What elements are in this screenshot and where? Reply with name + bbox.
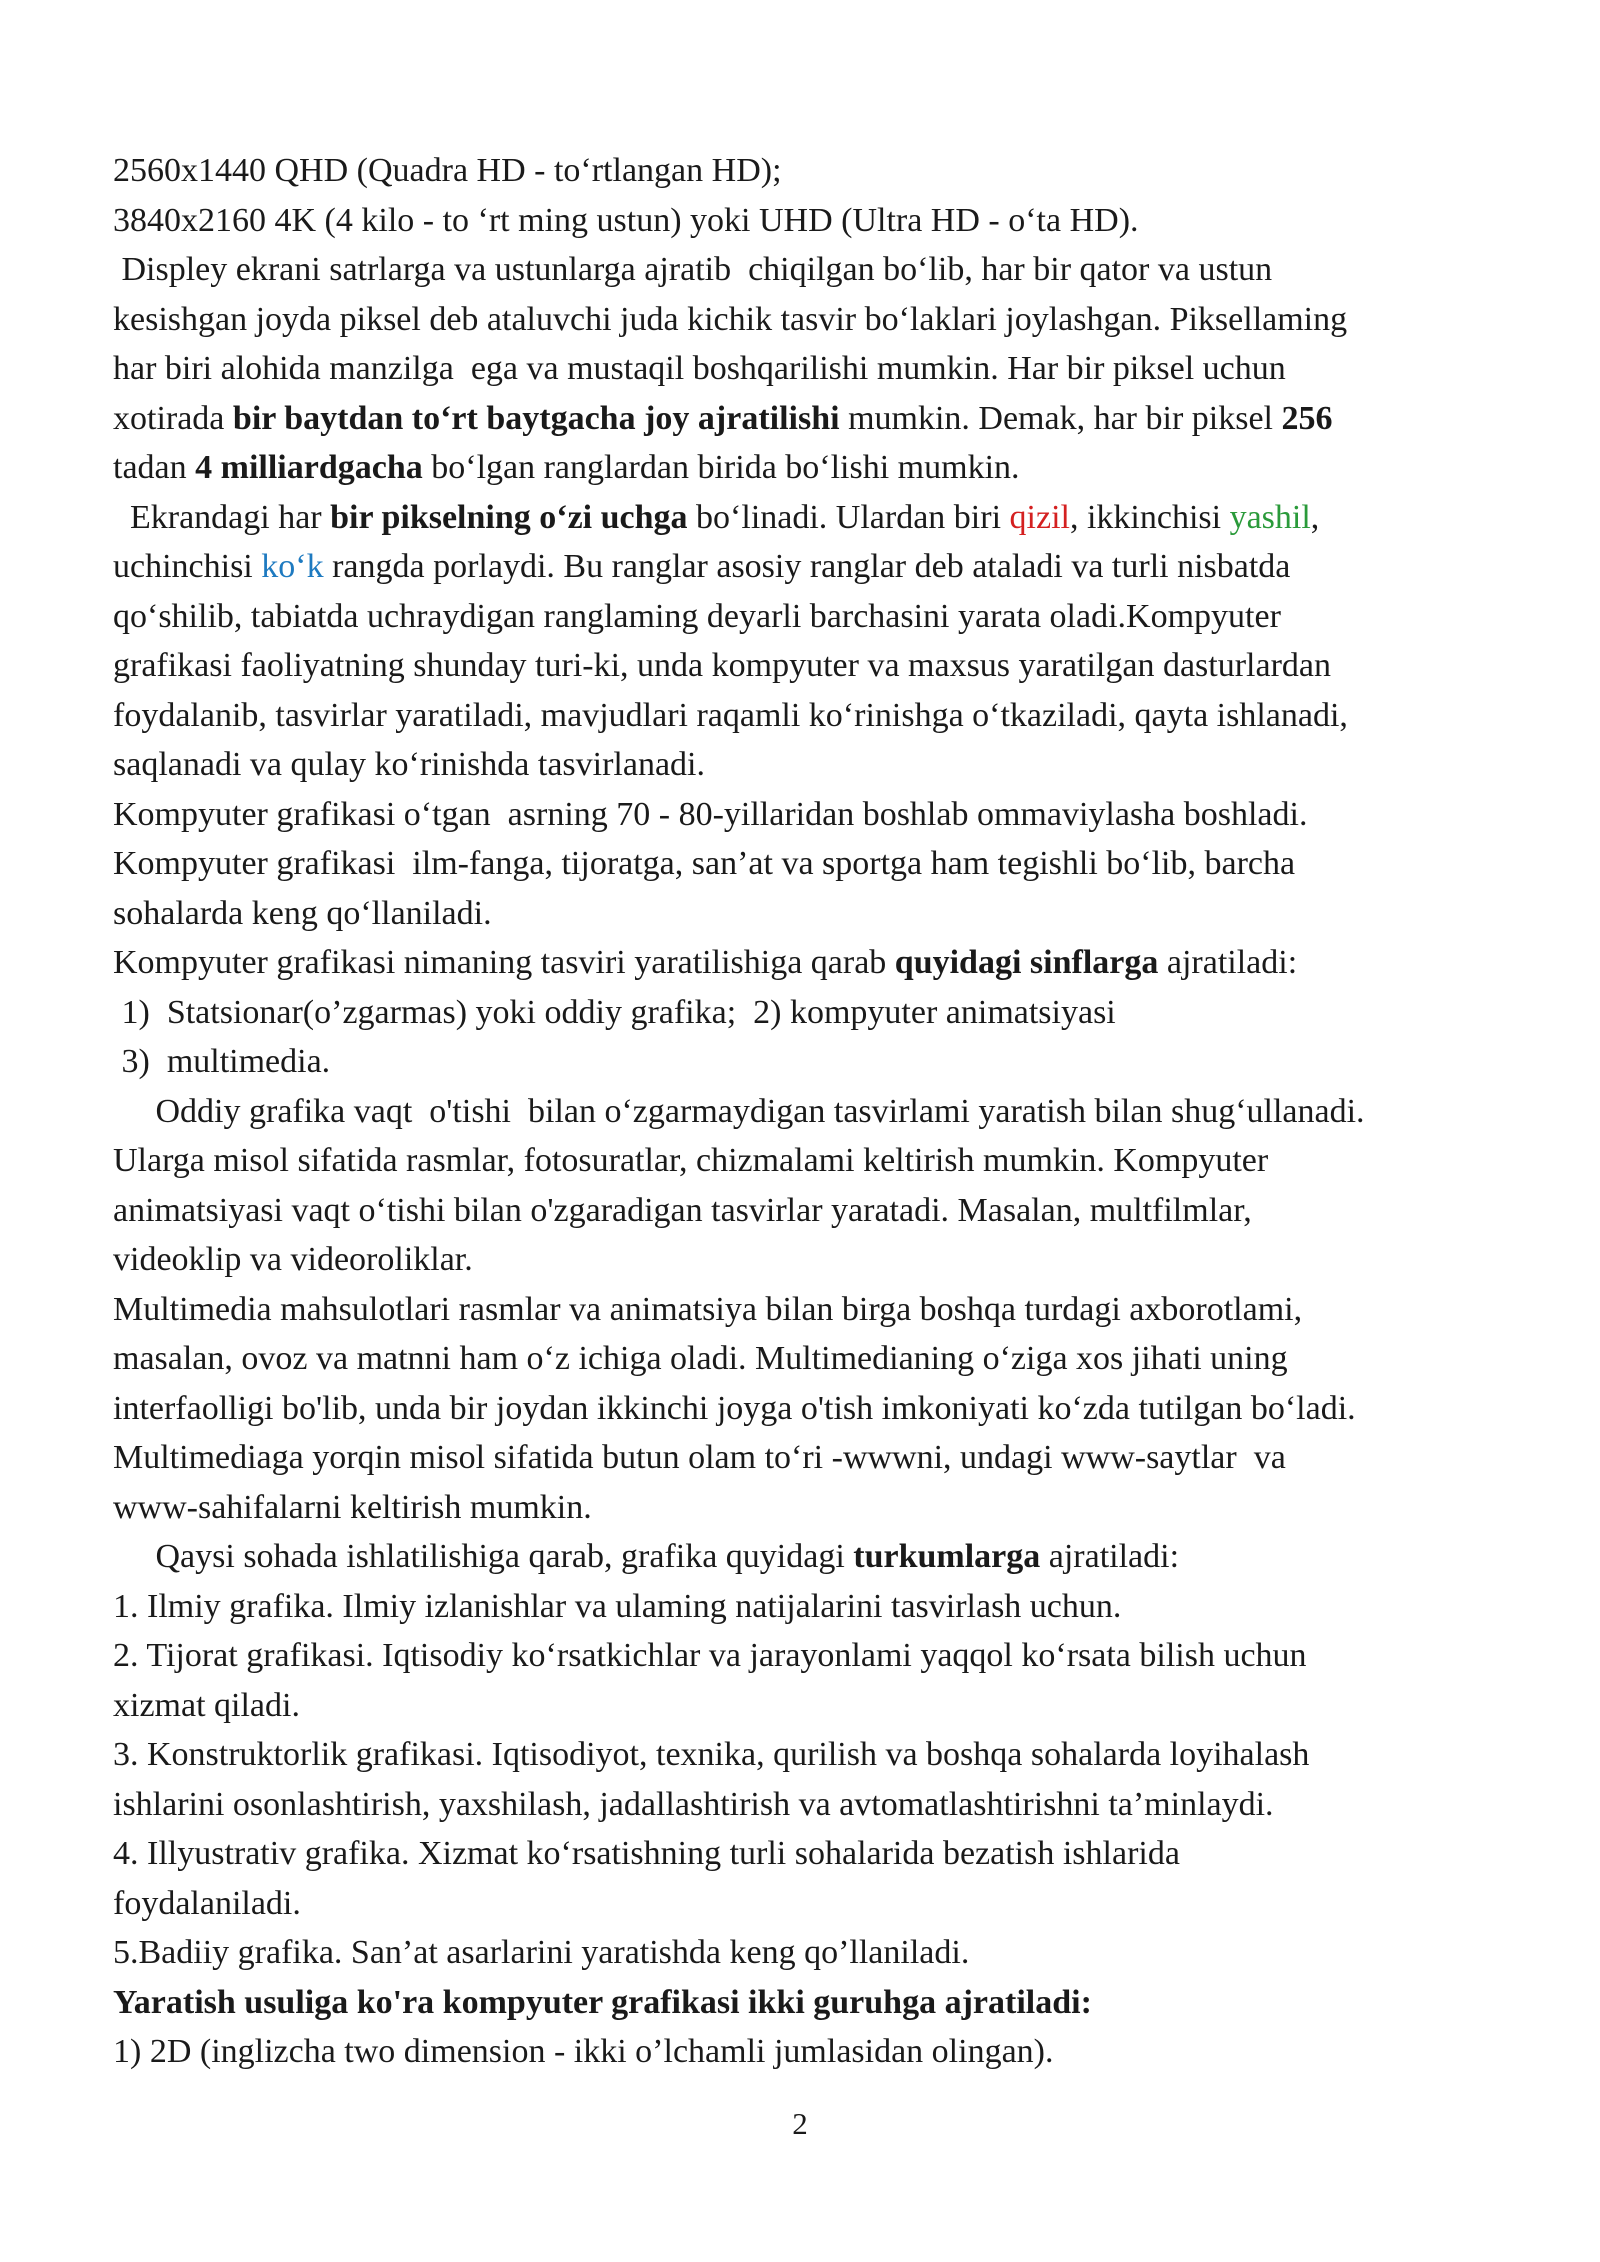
line-display-5-segment: tadan [113,449,196,486]
line-classes-intro-segment: quyidagi sinflarga [894,944,1159,981]
line-pixel-1-segment: Ekrandagi har [113,498,331,536]
line-pixel-2-segment: uchinchisi [113,548,262,585]
line-simple-4-segment: videoklip va videoroliklar. [113,1241,473,1278]
line-multimedia-4-segment: Multimediaga yorqin misol sifatida butun olam to‘ri -wwwni, undagi www-saytlar va [113,1439,1286,1476]
line-pixel-3 [113,592,1513,642]
line-resolution-qhd-segment: 2560x1440 QHD (Quadra HD - to‘rtlangan HD); [113,152,782,189]
line-pixel-4 [113,641,1513,691]
line-multimedia-2 [113,1334,1513,1384]
line-resolution-4k-segment: 3840x2160 4K (4 kilo - to ‘rt ming ustun) yoki UHD (Ultra HD - o‘ta HD). [113,201,1139,239]
line-history-1-segment: Kompyuter grafikasi o‘tgan asrning 70 - 80-yillaridan boshlab ommaviylasha boshladi. [113,795,1308,833]
line-category-5-segment: 5.Badiiy grafika. San’at asarlarini yaratishda keng qo’llaniladi. [113,1934,970,1971]
line-display-2 [113,295,1513,345]
line-groups-heading-segment: Yaratish usuliga ko'ra kompyuter grafikasi ikki guruhga ajratiladi: [113,1983,1092,2021]
line-pixel-3-segment: qo‘shilib, tabiatda uchraydigan ranglaming deyarli barchasini yarata oladi.Kompyuter [113,597,1281,635]
line-groups-2d [113,2027,1513,2077]
line-history-2 [113,839,1513,889]
line-categories-intro [113,1532,1513,1582]
line-simple-1 [113,1087,1513,1137]
line-multimedia-3-segment: interfaolligi bo'lib, unda bir joydan ikkinchi joyga o'tish imkoniyati ko‘zda tutilgan bo‘ladi. [113,1389,1356,1427]
line-pixel-5-segment: foydalanib, tasvirlar yaratiladi, mavjudlari raqamli ko‘rinishga o‘tkaziladi, qayta ishlanadi, [113,696,1348,734]
line-category-2a-segment: 2. Tijorat grafikasi. Iqtisodiy ko‘rsatkichlar va jarayonlami yaqqol ko‘rsata bilish uchun [113,1637,1307,1674]
line-display-2-segment: kesishgan joyda piksel deb ataluvchi juda kichik tasvir bo‘laklari joylashgan. Piksellaming [113,300,1348,338]
line-category-3b [113,1780,1513,1830]
line-category-4a [113,1829,1513,1879]
line-history-3 [113,889,1513,939]
line-classes-intro [113,938,1513,988]
line-resolution-4k [113,196,1513,246]
page-body-text [113,146,1513,2077]
line-pixel-1-segment: yashil [1229,498,1311,536]
line-display-3 [113,344,1513,394]
line-multimedia-5 [113,1483,1513,1533]
line-display-3-segment: har biri alohida manzilga ega va mustaqil boshqarilishi mumkin. Har bir piksel uchun [113,350,1286,387]
line-classes-intro-segment: Kompyuter grafikasi nimaning tasviri yaratilishiga qarab [113,944,895,981]
line-display-5-segment: bo‘lgan ranglardan birida bo‘lishi mumkin. [422,449,1020,486]
line-classes-2 [113,1037,1513,1087]
line-classes-2-segment: 3) multimedia. [113,1043,331,1080]
line-simple-4 [113,1235,1513,1285]
line-pixel-1-segment: qizil [1009,498,1070,536]
line-simple-2 [113,1136,1513,1186]
line-classes-1 [113,988,1513,1038]
line-pixel-1-segment: bir pikselning o‘zi uchga [330,498,688,536]
line-category-4b [113,1879,1513,1929]
line-category-3b-segment: ishlarini osonlashtirish, yaxshilash, jadallashtirish va avtomatlashtirishni ta’minlaydi. [113,1785,1274,1823]
line-categories-intro-segment: turkumlarga [853,1538,1041,1575]
line-pixel-2-segment: ko‘k [261,548,324,585]
line-simple-2-segment: Ularga misol sifatida rasmlar, fotosuratlar, chizmalami keltirish mumkin. Kompyuter [113,1142,1269,1179]
line-pixel-1-segment: , [1310,498,1320,536]
line-simple-3 [113,1186,1513,1236]
line-pixel-1 [113,493,1513,543]
line-multimedia-1 [113,1285,1513,1335]
line-history-1 [113,790,1513,840]
line-display-1 [113,245,1513,295]
line-simple-1-segment: Oddiy grafika vaqt o'tishi bilan o‘zgarmaydigan tasvirlami yaratish bilan shug‘ullanadi. [113,1092,1365,1130]
line-multimedia-5-segment: www-sahifalarni keltirish mumkin. [113,1488,592,1526]
line-display-4-segment: 256 [1281,399,1333,437]
line-category-1 [113,1582,1513,1632]
line-multimedia-4 [113,1433,1513,1483]
line-category-3a [113,1730,1513,1780]
line-pixel-6 [113,740,1513,790]
line-category-4a-segment: 4. Illyustrativ grafika. Xizmat ko‘rsatishning turli sohalarida bezatish ishlarida [113,1835,1180,1872]
line-category-1-segment: 1. Ilmiy grafika. Ilmiy izlanishlar va ulaming natijalarini tasvirlash uchun. [113,1587,1122,1625]
line-category-2b-segment: xizmat qiladi. [113,1686,300,1724]
line-pixel-2 [113,542,1513,592]
line-classes-intro-segment: ajratiladi: [1158,944,1298,981]
line-categories-intro-segment: ajratiladi: [1040,1538,1180,1575]
line-category-2b [113,1681,1513,1731]
line-groups-2d-segment: 1) 2D (inglizcha two dimension - ikki o’lchamli jumlasidan olingan). [113,2033,1054,2070]
line-category-3a-segment: 3. Konstruktorlik grafikasi. Iqtisodiyot, texnika, qurilish va boshqa sohalarda loyihalash [113,1736,1310,1773]
line-pixel-4-segment: grafikasi faoliyatning shunday turi-ki, unda kompyuter va maxsus yaratilgan dasturlardan [113,647,1332,684]
line-simple-3-segment: animatsiyasi vaqt o‘tishi bilan o'zgaradigan tasvirlar yaratadi. Masalan, multfilmlar, [113,1191,1252,1229]
line-pixel-5 [113,691,1513,741]
line-classes-1-segment: 1) Statsionar(o’zgarmas) yoki oddiy grafika; 2) kompyuter animatsiyasi [113,993,1116,1031]
line-history-2-segment: Kompyuter grafikasi ilm-fanga, tijoratga, san’at va sportga ham tegishli bo‘lib, barcha [113,845,1296,882]
line-pixel-6-segment: saqlanadi va qulay ko‘rinishda tasvirlanadi. [113,746,705,783]
line-display-1-segment: Displey ekrani satrlarga va ustunlarga ajratib chiqilgan bo‘lib, har bir qator va ustun [113,251,1273,288]
line-pixel-1-segment: , ikkinchisi [1069,498,1230,536]
line-groups-heading [113,1978,1513,2028]
line-display-4 [113,394,1513,444]
line-pixel-1-segment: bo‘linadi. Ulardan biri [687,498,1010,536]
line-display-4-segment: xotirada [113,399,233,437]
line-display-4-segment: mumkin. Demak, har bir piksel [839,399,1282,437]
page-number: 2 [792,2106,808,2141]
line-display-5 [113,443,1513,493]
line-category-4b-segment: foydalaniladi. [113,1884,301,1922]
line-history-3-segment: sohalarda keng qo‘llaniladi. [113,894,492,932]
line-display-4-segment: bir baytdan to‘rt baytgacha joy ajratilishi [232,399,840,437]
line-category-5 [113,1928,1513,1978]
line-display-5-segment: 4 milliardgacha [195,449,423,486]
line-resolution-qhd [113,146,1513,196]
line-multimedia-3 [113,1384,1513,1434]
line-categories-intro-segment: Qaysi sohada ishlatilishiga qarab, grafika quyidagi [113,1538,854,1575]
line-multimedia-2-segment: masalan, ovoz va matnni ham o‘z ichiga oladi. Multimedianing o‘ziga xos jihati uning [113,1340,1288,1377]
line-multimedia-1-segment: Multimedia mahsulotlari rasmlar va animatsiya bilan birga boshqa turdagi axborotlami, [113,1290,1303,1328]
line-pixel-2-segment: rangda porlaydi. Bu ranglar asosiy ranglar deb ataladi va turli nisbatda [323,548,1291,585]
line-category-2a [113,1631,1513,1681]
